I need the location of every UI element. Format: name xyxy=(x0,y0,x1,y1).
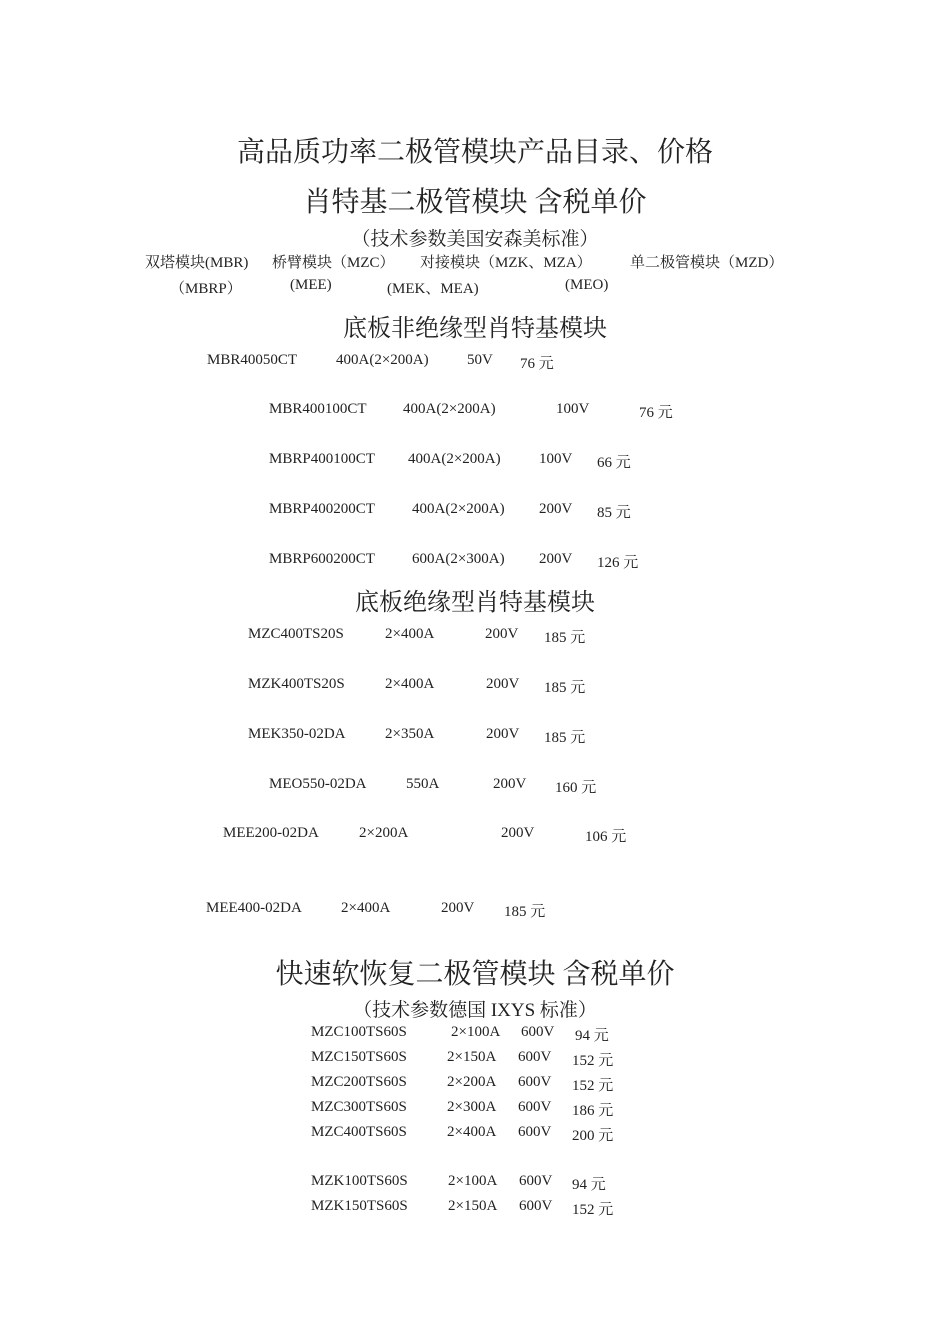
price-cell: 186 元 xyxy=(572,1103,614,1119)
model-cell: MZC150TS60S xyxy=(311,1049,407,1065)
model-cell: MZC400TS60S xyxy=(311,1124,407,1140)
current-cell: 2×400A xyxy=(385,676,435,692)
voltage-cell: 600V xyxy=(521,1024,555,1040)
schottky-heading: 肖特基二极管模块 含税单价 xyxy=(303,187,647,218)
current-cell: 2×100A xyxy=(451,1024,501,1040)
voltage-cell: 200V xyxy=(485,626,519,642)
module-type-single: 单二极管模块（MZD） xyxy=(630,255,784,271)
price-cell: 160 元 xyxy=(555,780,597,796)
price-cell: 185 元 xyxy=(544,680,586,696)
voltage-cell: 200V xyxy=(539,501,573,517)
price-cell: 106 元 xyxy=(585,829,627,845)
model-cell: MZC400TS20S xyxy=(248,626,344,642)
price-cell: 185 元 xyxy=(544,730,586,746)
schottky-standard: （技术参数美国安森美标准） xyxy=(351,229,599,250)
current-cell: 2×200A xyxy=(359,825,409,841)
price-cell: 94 元 xyxy=(575,1028,609,1044)
price-cell: 76 元 xyxy=(639,405,673,421)
price-cell: 185 元 xyxy=(504,904,546,920)
non-insulated-heading: 底板非绝缘型肖特基模块 xyxy=(343,316,607,342)
voltage-cell: 200V xyxy=(486,726,520,742)
model-cell: MEO550-02DA xyxy=(269,776,367,792)
price-cell: 152 元 xyxy=(572,1078,614,1094)
current-cell: 2×200A xyxy=(447,1074,497,1090)
voltage-cell: 600V xyxy=(518,1099,552,1115)
module-type-alt-single: (MEO) xyxy=(565,277,609,293)
voltage-cell: 200V xyxy=(501,825,535,841)
current-cell: 400A(2×200A) xyxy=(408,451,501,467)
model-cell: MEE200-02DA xyxy=(223,825,319,841)
current-cell: 2×400A xyxy=(447,1124,497,1140)
current-cell: 2×400A xyxy=(341,900,391,916)
model-cell: MBR400100CT xyxy=(269,401,367,417)
price-cell: 66 元 xyxy=(597,455,631,471)
model-cell: MBR40050CT xyxy=(207,352,298,368)
price-cell: 94 元 xyxy=(572,1177,606,1193)
current-cell: 2×300A xyxy=(447,1099,497,1115)
price-cell: 76 元 xyxy=(520,356,554,372)
model-cell: MZK150TS60S xyxy=(311,1198,408,1214)
price-cell: 152 元 xyxy=(572,1202,614,1218)
voltage-cell: 600V xyxy=(519,1198,553,1214)
price-cell: 126 元 xyxy=(597,555,639,571)
current-cell: 550A xyxy=(406,776,440,792)
current-cell: 2×100A xyxy=(448,1173,498,1189)
voltage-cell: 200V xyxy=(493,776,527,792)
model-cell: MZC300TS60S xyxy=(311,1099,407,1115)
current-cell: 2×150A xyxy=(448,1198,498,1214)
voltage-cell: 200V xyxy=(441,900,475,916)
voltage-cell: 50V xyxy=(467,352,493,368)
model-cell: MBRP400100CT xyxy=(269,451,375,467)
module-type-alt-butt: (MEK、MEA) xyxy=(387,281,479,297)
module-type-alt-bridge: (MEE) xyxy=(290,277,332,293)
model-cell: MZC200TS60S xyxy=(311,1074,407,1090)
price-cell: 200 元 xyxy=(572,1128,614,1144)
module-type-dual: 双塔模块(MBR) xyxy=(145,255,249,271)
model-cell: MEK350-02DA xyxy=(248,726,346,742)
model-cell: MZK100TS60S xyxy=(311,1173,408,1189)
voltage-cell: 200V xyxy=(539,551,573,567)
fast-recovery-standard: （技术参数德国 IXYS 标准） xyxy=(353,1000,597,1021)
model-cell: MEE400-02DA xyxy=(206,900,302,916)
model-cell: MZK400TS20S xyxy=(248,676,345,692)
insulated-heading: 底板绝缘型肖特基模块 xyxy=(355,590,595,616)
current-cell: 400A(2×200A) xyxy=(336,352,429,368)
current-cell: 2×350A xyxy=(385,726,435,742)
current-cell: 400A(2×200A) xyxy=(403,401,496,417)
voltage-cell: 100V xyxy=(539,451,573,467)
voltage-cell: 200V xyxy=(486,676,520,692)
module-type-alt-dual: （MBRP） xyxy=(170,281,242,297)
voltage-cell: 600V xyxy=(518,1049,552,1065)
page-title: 高品质功率二极管模块产品目录、价格 xyxy=(236,137,713,168)
voltage-cell: 600V xyxy=(518,1124,552,1140)
price-cell: 152 元 xyxy=(572,1053,614,1069)
voltage-cell: 600V xyxy=(518,1074,552,1090)
current-cell: 600A(2×300A) xyxy=(412,551,505,567)
fast-recovery-heading: 快速软恢复二极管模块 含税单价 xyxy=(275,959,675,990)
price-cell: 85 元 xyxy=(597,505,631,521)
model-cell: MBRP400200CT xyxy=(269,501,375,517)
current-cell: 2×150A xyxy=(447,1049,497,1065)
module-type-bridge: 桥臂模块（MZC） xyxy=(272,255,395,271)
module-type-butt: 对接模块（MZK、MZA） xyxy=(420,255,592,271)
voltage-cell: 600V xyxy=(519,1173,553,1189)
current-cell: 2×400A xyxy=(385,626,435,642)
price-cell: 185 元 xyxy=(544,630,586,646)
model-cell: MZC100TS60S xyxy=(311,1024,407,1040)
model-cell: MBRP600200CT xyxy=(269,551,375,567)
voltage-cell: 100V xyxy=(556,401,590,417)
current-cell: 400A(2×200A) xyxy=(412,501,505,517)
